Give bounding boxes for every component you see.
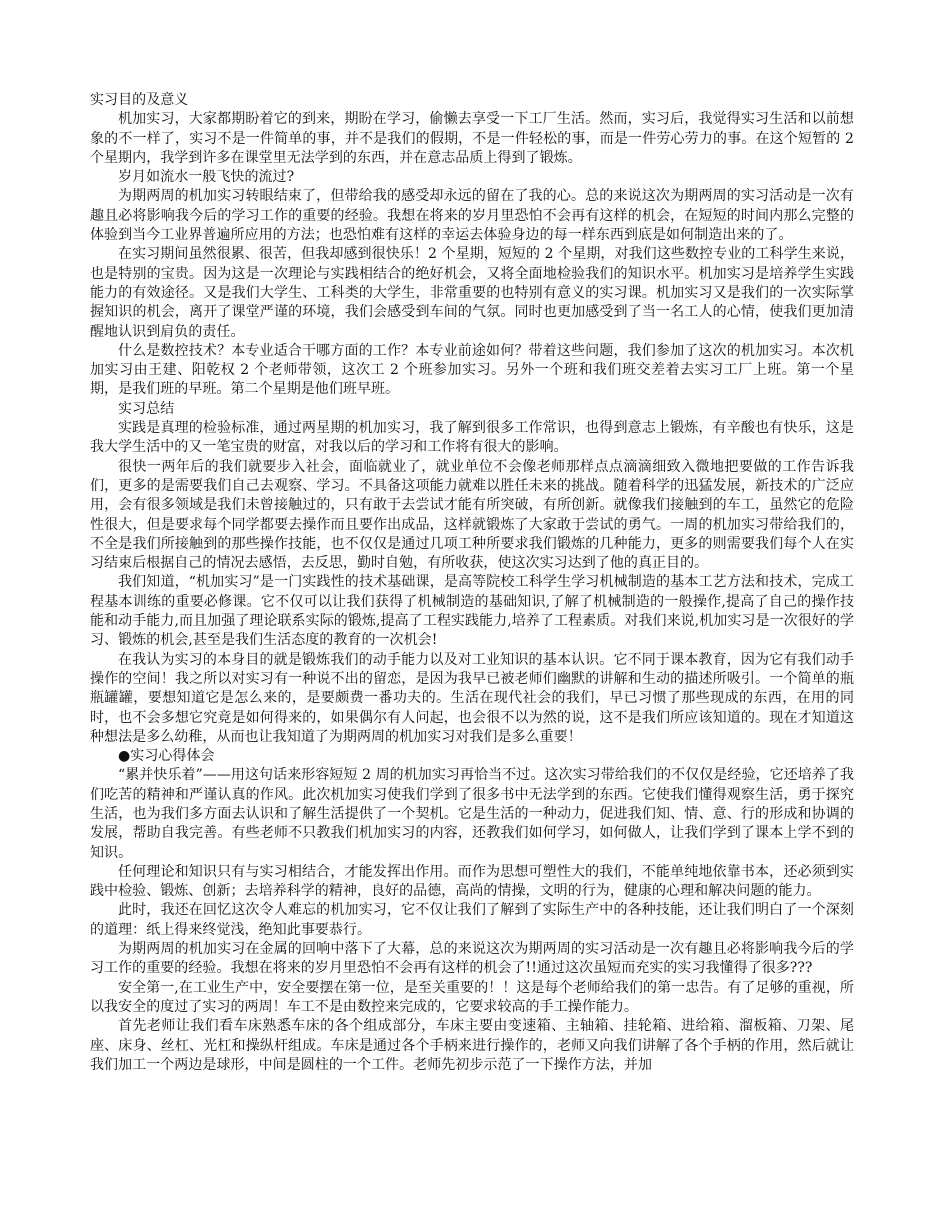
paragraph: 为期两周的机加实习转眼结束了，但带给我的感受却永远的留在了我的心。总的来说这次为期两周的实习活动是一次有趣且必将影响我今后的学习工作的重要的经验。我想在将来的岁月里恐怕不会再有这样的机会，在短短的时间内那么完整的体验到当今工业界普遍所应用的方法；也恐怕难有这样的幸运去体验身边的每一样东西到底是如何制造出来的了。 <box>90 188 854 244</box>
heading-experience: ●实习心得体会 <box>118 748 215 765</box>
paragraph: 在实习期间虽然很累、很苦，但我却感到很快乐！2 个星期，短短的 2 个星期，对我们这些数控专业的工科学生来说，也是特别的宝贵。因为这是一次理论与实践相结合的绝好机会，又将全面地检验我们的知识水平。机加实习是培养学生实践能力的有效途径。又是我们大学生、工科类的大学生，非常重要的也特别有意义的实习课。机加实习又是我们的一次实际掌握知识的机会，离开了课堂严谨的环境，我们会感受到车间的气氛。同时也更加感受到了当一名工人的心情，使我们更加清醒地认识到肩负的责任。 <box>90 246 854 340</box>
heading-purpose: 实习目的及意义 <box>90 92 189 108</box>
paragraph: 我们知道，“机加实习”是一门实践性的技术基础课，是高等院校工科学生学习机械制造的基本工艺方法和技术，完成工程基本训练的重要必修课。它不仅可以让我们获得了机械制造的基础知识,了解了机械制造的一般操作,提高了自己的操作技能和动手能力,而且加强了理论联系实际的锻炼,提高了工程实践能力,培养了工程素质。对我们来说,机加实习是一次很好的学习、锻炼的机会,甚至是我们生活态度的教育的一次机会! <box>90 574 854 649</box>
paragraph: 任何理论和知识只有与实习相结合，才能发挥出作用。而作为思想可塑性大的我们，不能单纯地依靠书本，还必须到实践中检验、锻炼、创新；去培养科学的精神，良好的品德，高尚的情操，文明的行为，健康的心理和解决问题的能力。 <box>90 863 854 900</box>
document-body <box>90 91 854 1075</box>
paragraph: 实践是真理的检验标准，通过两星期的机加实习，我了解到很多工作常识，也得到意志上锻炼，有辛酸也有快乐，这是我大学生活中的又一笔宝贵的财富，对我以后的学习和工作将有很大的影响。 <box>90 420 854 456</box>
heading-summary: 实习总结 <box>118 400 175 417</box>
paragraph: 首先老师让我们看车床熟悉车床的各个组成部分，车床主要由变速箱、主轴箱、挂轮箱、进给箱、溜板箱、刀架、尾座、床身、丝杠、光杠和操纵杆组成。车床是通过各个手柄来进行操作的，老师又向我们讲解了各个手柄的作用，然后就让我们加工一个两边是球形，中间是圆柱的一个工件。老师先初步示范了一下操作方法，并加 <box>90 1018 854 1073</box>
paragraph: 什么是数控技术？本专业适合干哪方面的工作？本专业前途如何？带着这些问题，我们参加了这次的机加实习。本次机加实习由王建、阳乾权 2 个老师带领，这次工 2 个班参加实习。另外一个班和我们班交差着去实习工厂上班。第一个星期，是我们班的早班。第二个星期是他们班早班。 <box>90 342 854 398</box>
paragraph: 此时，我还在回忆这次令人难忘的机加实习，它不仅让我们了解到了实际生产中的各种技能，还让我们明白了一个深刻的道理：纸上得来终觉浅，绝知此事要恭行。 <box>90 902 854 938</box>
paragraph: 很快一两年后的我们就要步入社会，面临就业了，就业单位不会像老师那样点点滴滴细致入微地把要做的工作告诉我们，更多的是需要我们自己去观察、学习。不具备这项能力就难以胜任未来的挑战。随着科学的迅猛发展，新技术的广泛应用，会有很多领域是我们未曾接触过的，只有敢于去尝试才能有所突破，有所创新。就像我们接触到的车工，虽然它的危险性很大，但是要求每个同学都要去操作而且要作出成品，这样就锻炼了大家敢于尝试的勇气。一周的机加实习带给我们的，不全是我们所接触到的那些操作技能，也不仅仅是通过几项工种所要求我们锻炼的几种能力，更多的则需要我们每个人在实习结束后根据自己的情况去感悟，去反思，勤时自勉，有所收获，使这次实习达到了他的真正目的。 <box>90 458 854 572</box>
paragraph: 在我认为实习的本身目的就是锻炼我们的动手能力以及对工业知识的基本认识。它不同于课本教育，因为它有我们动手操作的空间！我之所以对实习有一种说不出的留恋，是因为我早已被老师们幽默的讲解和生动的描述所吸引。一个简单的瓶瓶罐罐，要想知道它是怎么来的，是要颇费一番功夫的。生活在现代社会的我们，早已习惯了那些现成的东西，在用的同时，也不会多想它究竟是如何得来的，如果偶尔有人问起，也会很不以为然的说，这不是我们所应该知道的。现在才知道这种想法是多么幼稚，从而也让我知道了为期两周的机加实习对我们是多么重要！ <box>90 651 854 745</box>
paragraph: 为期两周的机加实习在金属的回响中落下了大幕，总的来说这次为期两周的实习活动是一次有趣且必将影响我今后的学习工作的重要的经验。我想在将来的岁月里恐怕不会再有这样的机会了!!通过这次虽短而充实的实习我懂得了很多??? <box>90 941 854 977</box>
subheading: 岁月如流水一般飞快的流过? <box>118 169 295 186</box>
paragraph: “累并快乐着”——用这句话来形容短短 2 周的机加实习再恰当不过。这次实习带给我们的不仅仅是经验，它还培养了我们吃苦的精神和严谨认真的作风。此次机加实习使我们学到了很多书中无法学到的东西。它使我们懂得观察生活，勇于探究生活，也为我们多方面去认识和了解生活提供了一个契机。它是生活的一种动力，促进我们知、情、意、行的形成和协调的发展，帮助自我完善。有些老师不只教我们机加实习的内容，还教我们如何学习，如何做人，让我们学到了课本上学不到的知识。 <box>90 767 854 861</box>
paragraph: 安全第一,在工业生产中，安全要摆在第一位，是至关重要的！！这是每个老师给我们的第一忠告。有了足够的重视，所以我安全的度过了实习的两周！车工不是由数控来完成的，它要求较高的手工操作能力。 <box>90 979 854 1015</box>
paragraph: 机加实习，大家都期盼着它的到来，期盼在学习，偷懒去享受一下工厂生活。然而，实习后，我觉得实习生活和以前想象的不一样了，实习不是一件简单的事，并不是我们的假期，不是一件轻松的事，而是一件劳心劳力的事。在这个短暂的 2 个星期内，我学到许多在课堂里无法学到的东西，并在意志品质上得到了锻炼。 <box>90 111 854 166</box>
